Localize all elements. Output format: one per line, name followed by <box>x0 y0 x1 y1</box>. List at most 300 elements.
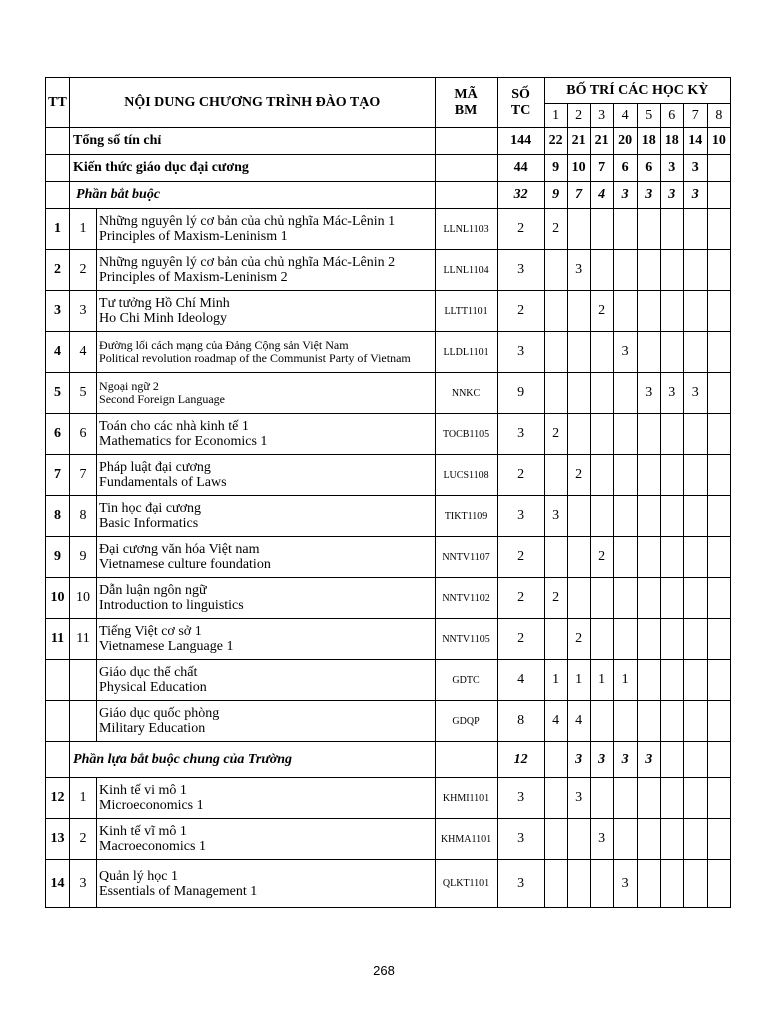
course-name-vi: Giáo dục quốc phòng <box>99 706 220 721</box>
course-code: TIKT1109 <box>435 496 497 537</box>
course-name-en: Principles of Maxism-Leninism 2 <box>99 270 288 285</box>
course-credits: 2 <box>497 537 544 578</box>
course-credits: 9 <box>497 373 544 414</box>
semester-value <box>637 291 660 332</box>
summary-row-general <box>46 155 731 182</box>
course-sub-index: 3 <box>70 860 97 908</box>
semester-value <box>660 619 683 660</box>
semester-value <box>707 250 730 291</box>
semester-value <box>567 332 590 373</box>
semester-value: 21 <box>567 128 590 155</box>
course-credits: 3 <box>497 332 544 373</box>
header-content: NỘI DUNG CHƯƠNG TRÌNH ĐÀO TẠO <box>70 78 435 128</box>
semester-value <box>707 373 730 414</box>
course-row <box>46 778 731 819</box>
semester-value <box>590 373 613 414</box>
course-credits: 3 <box>497 414 544 455</box>
course-sub-index: 6 <box>70 414 97 455</box>
semester-value <box>590 455 613 496</box>
semester-value <box>590 778 613 819</box>
semester-value <box>683 578 707 619</box>
course-name-vi: Pháp luật đại cương <box>99 460 211 475</box>
semester-value: 1 <box>544 660 567 701</box>
semester-value: 3 <box>660 373 683 414</box>
semester-value <box>637 209 660 250</box>
semester-value <box>707 496 730 537</box>
course-name-vi: Tiếng Việt cơ sở 1 <box>99 624 202 639</box>
semester-value <box>544 373 567 414</box>
semester-value <box>613 537 637 578</box>
summary-label: Kiến thức giáo dục đại cương <box>70 155 435 182</box>
semester-value: 2 <box>544 209 567 250</box>
course-row <box>46 860 731 908</box>
course-row <box>46 332 731 373</box>
course-index: 5 <box>46 373 70 414</box>
summary-label: Tổng số tín chỉ <box>70 128 435 155</box>
course-index: 4 <box>46 332 70 373</box>
summary-label: Phần lựa bắt buộc chung của Trường <box>70 742 435 778</box>
semester-value: 18 <box>660 128 683 155</box>
course-credits: 3 <box>497 250 544 291</box>
course-name <box>97 209 435 250</box>
course-code: LUCS1108 <box>435 455 497 496</box>
semester-value <box>660 291 683 332</box>
semester-value: 2 <box>544 414 567 455</box>
course-index: 8 <box>46 496 70 537</box>
course-name-vi: Những nguyên lý cơ bản của chủ nghĩa Mác-Lênin 1 <box>99 214 396 229</box>
semester-value <box>637 496 660 537</box>
semester-value: 3 <box>567 250 590 291</box>
course-name-vi: Tư tưởng Hồ Chí Minh <box>99 296 230 311</box>
course-name-vi: Những nguyên lý cơ bản của chủ nghĩa Mác-Lênin 2 <box>99 255 396 270</box>
course-name-en: Microeconomics 1 <box>99 798 204 813</box>
course-row <box>46 619 731 660</box>
course-name <box>97 778 435 819</box>
semester-value <box>707 537 730 578</box>
semester-value: 14 <box>683 128 707 155</box>
course-index <box>46 660 70 701</box>
course-code: NNKC <box>435 373 497 414</box>
course-index <box>46 701 70 742</box>
semester-value: 3 <box>660 155 683 182</box>
semester-value <box>567 414 590 455</box>
semester-value <box>637 819 660 860</box>
semester-value <box>613 619 637 660</box>
semester-value: 3 <box>637 182 660 209</box>
course-code: QLKT1101 <box>435 860 497 908</box>
course-sub-index: 8 <box>70 496 97 537</box>
course-name <box>97 373 435 414</box>
semester-value <box>707 819 730 860</box>
semester-value <box>660 701 683 742</box>
course-name-vi: Kinh tế vi mô 1 <box>99 783 187 798</box>
semester-value: 3 <box>567 742 590 778</box>
semester-value <box>707 619 730 660</box>
summary-credits: 144 <box>497 128 544 155</box>
semester-value: 6 <box>637 155 660 182</box>
course-sub-index <box>70 701 97 742</box>
semester-value <box>544 819 567 860</box>
course-index: 11 <box>46 619 70 660</box>
course-credits: 2 <box>497 209 544 250</box>
summary-credits: 32 <box>497 182 544 209</box>
course-code: NNTV1105 <box>435 619 497 660</box>
semester-value <box>637 537 660 578</box>
semester-value <box>660 414 683 455</box>
semester-value: 4 <box>590 182 613 209</box>
semester-value <box>637 578 660 619</box>
header-code-line1: MÃ <box>454 86 478 102</box>
semester-value <box>590 860 613 908</box>
summary-label: Phần bắt buộc <box>70 182 435 209</box>
semester-value: 10 <box>567 155 590 182</box>
course-name <box>97 496 435 537</box>
semester-value <box>707 291 730 332</box>
semester-value <box>660 660 683 701</box>
course-name <box>97 619 435 660</box>
course-credits: 3 <box>497 819 544 860</box>
course-credits: 2 <box>497 291 544 332</box>
semester-value: 1 <box>613 660 637 701</box>
semester-value <box>613 291 637 332</box>
semester-value: 3 <box>637 373 660 414</box>
header-credits-line1: SỐ <box>511 86 530 102</box>
page-number: 268 <box>373 963 395 978</box>
semester-value: 7 <box>567 182 590 209</box>
semester-value: 3 <box>613 182 637 209</box>
semester-value: 9 <box>544 155 567 182</box>
course-code: GDQP <box>435 701 497 742</box>
semester-value: 2 <box>567 455 590 496</box>
course-row <box>46 209 731 250</box>
semester-value: 9 <box>544 182 567 209</box>
semester-header: 1 <box>544 104 567 128</box>
semester-value: 2 <box>590 537 613 578</box>
course-name <box>97 819 435 860</box>
semester-header: 7 <box>683 104 707 128</box>
semester-value <box>613 455 637 496</box>
semester-value <box>660 250 683 291</box>
semester-value <box>637 414 660 455</box>
course-name-vi: Ngoại ngữ 2 <box>99 379 159 393</box>
semester-value <box>683 778 707 819</box>
semester-value: 18 <box>637 128 660 155</box>
course-credits: 8 <box>497 701 544 742</box>
course-code: NNTV1107 <box>435 537 497 578</box>
semester-value <box>683 332 707 373</box>
course-credits: 3 <box>497 860 544 908</box>
course-code: GDTC <box>435 660 497 701</box>
semester-value <box>683 701 707 742</box>
semester-value <box>660 778 683 819</box>
semester-header: 6 <box>660 104 683 128</box>
course-name <box>97 414 435 455</box>
semester-value <box>660 209 683 250</box>
course-sub-index: 7 <box>70 455 97 496</box>
semester-value <box>544 291 567 332</box>
course-name-en: Vietnamese Language 1 <box>99 639 234 654</box>
semester-value <box>707 742 730 778</box>
semester-value <box>637 860 660 908</box>
summary-row-elective <box>46 742 731 778</box>
semester-value: 3 <box>613 742 637 778</box>
header-code-line2: BM <box>454 102 478 118</box>
semester-value <box>683 250 707 291</box>
semester-value <box>590 332 613 373</box>
semester-value <box>544 455 567 496</box>
course-row <box>46 578 731 619</box>
header-code <box>435 78 497 128</box>
course-name-en: Principles of Maxism-Leninism 1 <box>99 229 288 244</box>
semester-header: 8 <box>707 104 730 128</box>
semester-value <box>660 860 683 908</box>
semester-value: 4 <box>544 701 567 742</box>
course-row <box>46 455 731 496</box>
header-semesters: BỐ TRÍ CÁC HỌC KỲ <box>544 78 730 104</box>
course-name-en: Basic Informatics <box>99 516 199 531</box>
course-row <box>46 291 731 332</box>
semester-value <box>544 742 567 778</box>
semester-value: 3 <box>544 496 567 537</box>
semester-value: 2 <box>567 619 590 660</box>
course-index: 7 <box>46 455 70 496</box>
semester-value: 3 <box>683 155 707 182</box>
course-sub-index: 5 <box>70 373 97 414</box>
semester-value: 20 <box>613 128 637 155</box>
course-name-en: Vietnamese culture foundation <box>99 557 271 572</box>
semester-value <box>707 155 730 182</box>
semester-value <box>613 414 637 455</box>
semester-value <box>660 537 683 578</box>
semester-value: 3 <box>613 860 637 908</box>
course-name-en: Political revolution roadmap of the Communist Party of Vietnam <box>99 351 411 365</box>
course-sub-index: 3 <box>70 291 97 332</box>
empty-cell <box>46 742 70 778</box>
course-name <box>97 701 435 742</box>
semester-value <box>707 332 730 373</box>
empty-cell <box>435 742 497 778</box>
semester-value <box>613 373 637 414</box>
semester-value <box>590 209 613 250</box>
course-credits: 2 <box>497 455 544 496</box>
empty-cell <box>46 155 70 182</box>
empty-cell <box>435 182 497 209</box>
course-name <box>97 860 435 908</box>
semester-value <box>544 860 567 908</box>
course-code: LLDL1101 <box>435 332 497 373</box>
course-sub-index <box>70 660 97 701</box>
semester-value <box>683 537 707 578</box>
course-name-en: Second Foreign Language <box>99 392 226 406</box>
course-name <box>97 455 435 496</box>
course-code: KHMA1101 <box>435 819 497 860</box>
semester-value <box>683 860 707 908</box>
semester-value <box>590 250 613 291</box>
semester-value: 3 <box>590 819 613 860</box>
semester-value: 2 <box>544 578 567 619</box>
semester-value <box>613 250 637 291</box>
course-name <box>97 660 435 701</box>
header-credits <box>497 78 544 128</box>
semester-value <box>707 578 730 619</box>
semester-value <box>567 373 590 414</box>
course-credits: 2 <box>497 578 544 619</box>
course-name <box>97 250 435 291</box>
semester-value: 1 <box>567 660 590 701</box>
course-sub-index: 1 <box>70 778 97 819</box>
semester-value <box>683 619 707 660</box>
semester-value <box>707 701 730 742</box>
semester-value <box>567 209 590 250</box>
semester-value <box>613 209 637 250</box>
course-index: 14 <box>46 860 70 908</box>
semester-value <box>590 578 613 619</box>
semester-value <box>567 860 590 908</box>
semester-value <box>613 778 637 819</box>
course-credits: 4 <box>497 660 544 701</box>
semester-value <box>613 496 637 537</box>
semester-value: 3 <box>590 742 613 778</box>
course-name-vi: Đại cương văn hóa Việt nam <box>99 542 260 557</box>
curriculum-table <box>45 77 731 908</box>
course-name-en: Mathematics for Economics 1 <box>99 434 268 449</box>
course-name-vi: Toán cho các nhà kinh tế 1 <box>99 419 249 434</box>
empty-cell <box>46 128 70 155</box>
semester-value: 3 <box>660 182 683 209</box>
table-body <box>46 128 731 908</box>
semester-value <box>660 578 683 619</box>
semester-value <box>683 660 707 701</box>
semester-value: 3 <box>567 778 590 819</box>
semester-value <box>613 701 637 742</box>
empty-cell <box>435 128 497 155</box>
semester-value <box>660 455 683 496</box>
semester-value: 22 <box>544 128 567 155</box>
course-name-vi: Quản lý học 1 <box>99 868 178 884</box>
semester-value: 7 <box>590 155 613 182</box>
course-row <box>46 701 731 742</box>
course-name <box>97 332 435 373</box>
summary-credits: 44 <box>497 155 544 182</box>
semester-header: 4 <box>613 104 637 128</box>
semester-value: 3 <box>613 332 637 373</box>
semester-value: 2 <box>590 291 613 332</box>
course-name-en: Introduction to linguistics <box>99 598 244 613</box>
semester-value <box>637 619 660 660</box>
semester-header: 2 <box>567 104 590 128</box>
semester-value <box>567 819 590 860</box>
semester-value <box>544 537 567 578</box>
empty-cell <box>46 182 70 209</box>
semester-value <box>590 701 613 742</box>
semester-value <box>707 182 730 209</box>
semester-value <box>590 496 613 537</box>
semester-value <box>544 332 567 373</box>
semester-value <box>660 742 683 778</box>
semester-value <box>683 414 707 455</box>
semester-value <box>683 819 707 860</box>
course-sub-index: 2 <box>70 819 97 860</box>
course-index: 12 <box>46 778 70 819</box>
semester-value <box>590 619 613 660</box>
course-name-en: Essentials of Management 1 <box>99 883 258 899</box>
semester-value <box>683 209 707 250</box>
course-code: TOCB1105 <box>435 414 497 455</box>
course-index: 2 <box>46 250 70 291</box>
semester-value <box>567 496 590 537</box>
course-sub-index: 4 <box>70 332 97 373</box>
course-name-en: Military Education <box>99 721 206 736</box>
course-row <box>46 250 731 291</box>
semester-value: 6 <box>613 155 637 182</box>
semester-value: 3 <box>683 182 707 209</box>
course-sub-index: 9 <box>70 537 97 578</box>
semester-value <box>683 291 707 332</box>
course-code: LLNL1103 <box>435 209 497 250</box>
course-row <box>46 496 731 537</box>
semester-value <box>544 619 567 660</box>
semester-value <box>567 537 590 578</box>
course-index: 6 <box>46 414 70 455</box>
course-code: KHMI1101 <box>435 778 497 819</box>
course-row <box>46 414 731 455</box>
summary-credits: 12 <box>497 742 544 778</box>
semester-value <box>544 250 567 291</box>
course-credits: 3 <box>497 496 544 537</box>
course-name-en: Ho Chi Minh Ideology <box>99 311 227 326</box>
course-name-en: Fundamentals of Laws <box>99 475 227 490</box>
semester-value <box>707 209 730 250</box>
course-name <box>97 537 435 578</box>
course-sub-index: 11 <box>70 619 97 660</box>
semester-value <box>683 455 707 496</box>
course-name-vi: Kinh tế vĩ mô 1 <box>99 824 187 839</box>
course-code: NNTV1102 <box>435 578 497 619</box>
semester-value <box>637 701 660 742</box>
semester-value: 3 <box>683 373 707 414</box>
course-row <box>46 373 731 414</box>
course-name-vi: Đường lối cách mạng của Đảng Cộng sản Việt Nam <box>99 338 349 352</box>
semester-value <box>637 250 660 291</box>
semester-header: 3 <box>590 104 613 128</box>
summary-row-total <box>46 128 731 155</box>
course-credits: 2 <box>497 619 544 660</box>
semester-header: 5 <box>637 104 660 128</box>
semester-value <box>660 332 683 373</box>
course-name-en: Physical Education <box>99 680 207 695</box>
semester-value: 4 <box>567 701 590 742</box>
course-index: 13 <box>46 819 70 860</box>
course-sub-index: 10 <box>70 578 97 619</box>
semester-value <box>590 414 613 455</box>
course-index: 10 <box>46 578 70 619</box>
semester-value <box>683 496 707 537</box>
semester-value <box>637 332 660 373</box>
course-row <box>46 537 731 578</box>
course-credits: 3 <box>497 778 544 819</box>
course-name <box>97 291 435 332</box>
semester-value <box>683 742 707 778</box>
course-name <box>97 578 435 619</box>
course-code: LLNL1104 <box>435 250 497 291</box>
course-name-vi: Tin học đại cương <box>99 501 202 516</box>
semester-value <box>567 291 590 332</box>
summary-row-required <box>46 182 731 209</box>
course-code: LLTT1101 <box>435 291 497 332</box>
course-row <box>46 819 731 860</box>
semester-value: 10 <box>707 128 730 155</box>
course-name-vi: Dẫn luận ngôn ngữ <box>99 583 207 598</box>
